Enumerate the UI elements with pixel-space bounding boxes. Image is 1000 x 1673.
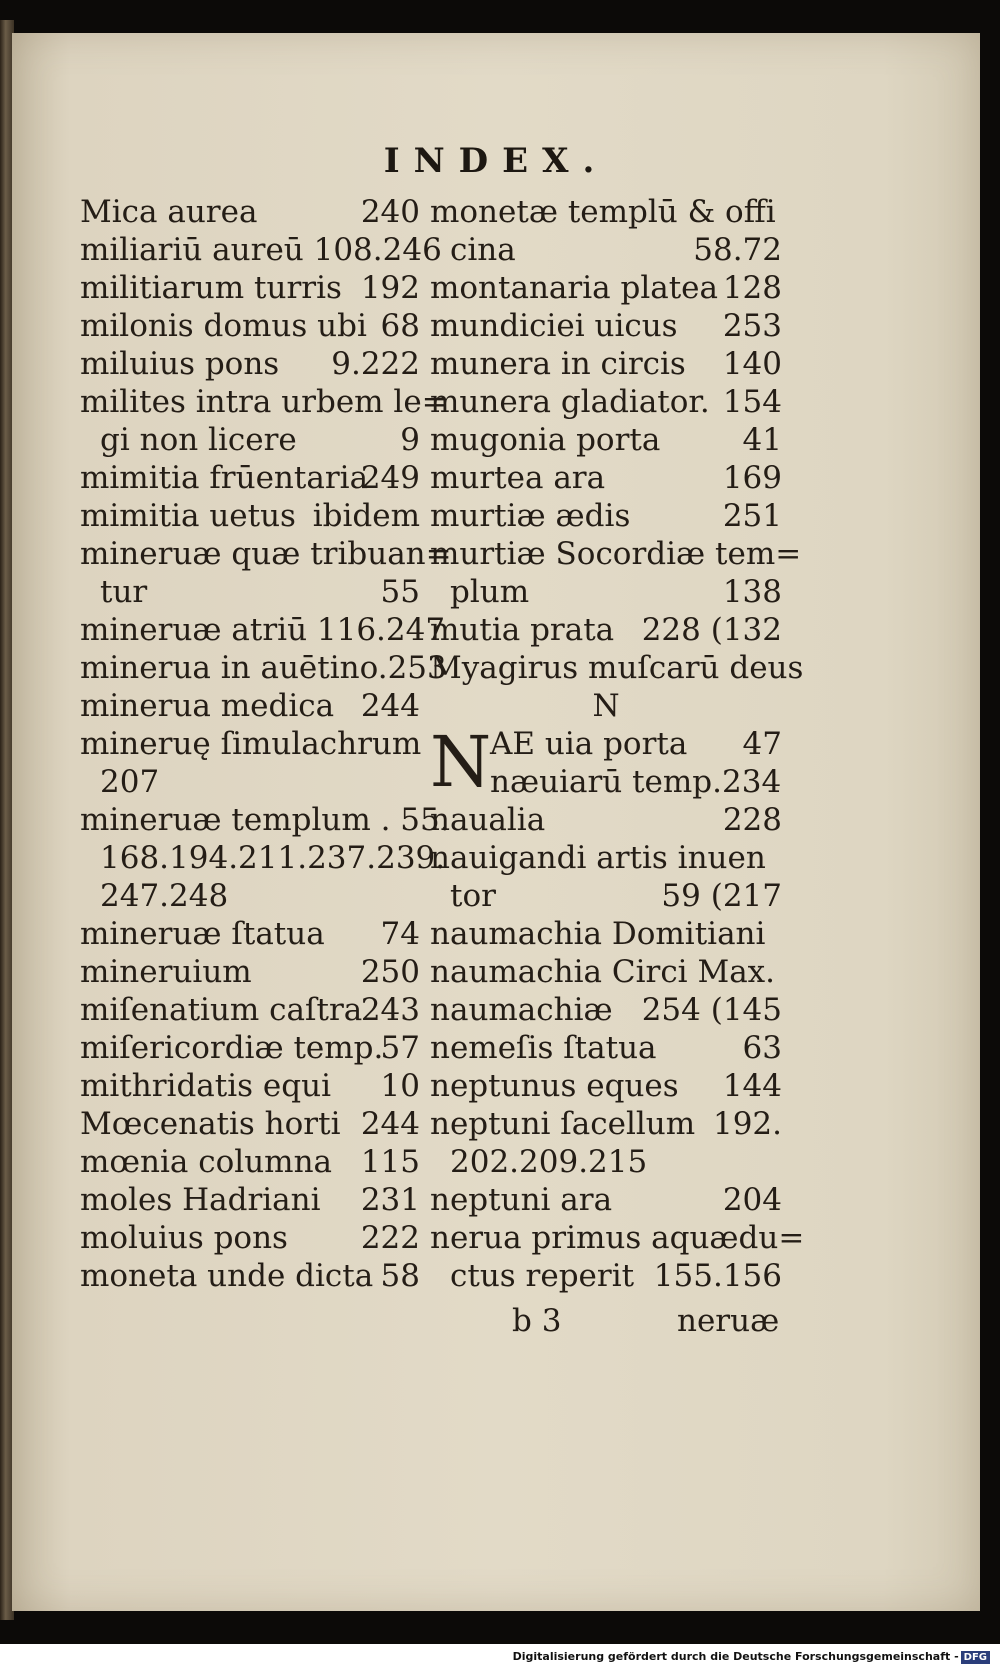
index-column-right [430,193,805,1295]
index-entry [430,231,782,269]
index-entry [430,269,782,307]
entry-term: mineruæ quæ tribuan= [80,536,452,572]
entry-page-ref: 228 (132 [641,612,782,648]
entry-term: miliariū aureū 108.246 [80,232,442,268]
entry-page-ref: 41 [742,422,782,458]
entry-page-ref: 169 [722,460,782,496]
entry-page-ref: 10 [380,1068,420,1104]
entry-term: nauigandi artis inuen [430,840,766,876]
entry-term: naumachia Circi Max. [430,954,776,990]
index-entry [430,497,782,535]
entry-term: naumachia Domitiani [430,916,766,952]
entry-page-ref: 115 [360,1144,420,1180]
entry-page-ref: 63 [742,1030,782,1066]
dfg-logo: DFG [961,1651,990,1664]
index-entry [430,1105,782,1143]
entry-term: monetæ templū & offi [430,194,776,230]
entry-page-ref: 128 [722,270,782,306]
page-header: INDEX. [383,141,609,181]
entry-term: moneta unde dicta [80,1258,374,1294]
entry-term: Mica aurea [80,194,258,230]
index-entry [80,763,420,801]
entry-page-ref: 249 [360,460,420,496]
book-page [12,33,980,1611]
entry-page-ref: 204 [722,1182,782,1218]
index-entry [430,1143,782,1181]
entry-term: milonis domus ubi [80,308,367,344]
entry-term: nemeſis ſtatua [430,1030,657,1066]
entry-page-ref: 59 (217 [661,878,782,914]
entry-term: 168.194.211.237.239. [100,840,446,876]
entry-term: tur [100,574,148,610]
index-entry [80,953,420,991]
entry-term: mundiciei uicus [430,308,678,344]
index-entry [430,611,782,649]
drop-capital: N [430,721,492,803]
entry-page-ref: 47 [742,726,782,762]
signature-mark: b 3 [512,1303,562,1339]
index-entry [430,345,782,383]
index-entry [80,1105,420,1143]
index-entry [430,915,782,953]
index-entry [430,535,802,573]
entry-page-ref: 9 [400,422,420,458]
index-entry [430,953,782,991]
entry-term: mutia prata [430,612,615,648]
entry-page-ref: ibidem [312,498,420,534]
index-entry [430,1029,782,1067]
entry-term: nerua primus aquædu= [430,1220,805,1256]
entry-term: Mœcenatis horti [80,1106,341,1142]
index-entry [80,877,420,915]
index-entry [430,1181,782,1219]
entry-page-ref: 155.156 [653,1258,782,1294]
entry-page-ref: 244 [360,1106,420,1142]
index-entry [80,611,446,649]
index-entry [430,649,804,687]
entry-term: neptuni ara [430,1182,613,1218]
entry-term: mineruę ſimulachrum [80,726,422,762]
entry-page-ref: 68 [380,308,420,344]
index-entry [430,991,782,1029]
footer-bar [0,1644,1000,1673]
index-entry [430,307,782,345]
index-entry [430,763,782,801]
index-entry [80,687,420,725]
entry-term: minerua in auētino.253 [80,650,447,686]
entry-page-ref: 222 [360,1220,420,1256]
entry-term: naumachiæ [430,992,613,1028]
index-entry [80,535,452,573]
entry-term: neptunus eques [430,1068,679,1104]
index-entry [80,1029,420,1067]
entry-term: naualia [430,802,546,838]
entry-term: militiarum turris [80,270,342,306]
entry-page-ref: 9.222 [331,346,420,382]
catchword: neruæ [677,1303,780,1339]
entry-term: mimitia frūentaria [80,460,369,496]
index-entry [80,1067,420,1105]
entry-term: minerua medica [80,688,335,724]
index-entry [80,801,450,839]
index-entry [430,1067,782,1105]
entry-term: murtiæ ædis [430,498,631,534]
index-entry [80,459,420,497]
index-entry [430,459,782,497]
entry-term: mineruæ atriū 116.247 [80,612,446,648]
entry-term: mœnia columna [80,1144,333,1180]
entry-page-ref: 240 [360,194,420,230]
entry-term: mineruium [80,954,252,990]
entry-term: mineruæ ſtatua [80,916,325,952]
entry-term: næuiarū temp.234 [490,764,782,800]
index-entry [80,383,448,421]
entry-term: munera gladiator. [430,384,710,420]
entry-page-ref: 253 [722,308,782,344]
entry-term: neptuni ſacellum [430,1106,696,1142]
entry-term: gi non licere [100,422,297,458]
entry-term: miluius pons [80,346,280,382]
index-entry [430,193,782,231]
index-entry [80,231,442,269]
entry-term: mimitia uetus [80,498,296,534]
entry-page-ref: 57 [380,1030,420,1066]
index-entry [430,687,782,725]
index-entry [430,1257,782,1295]
index-column-left [80,193,452,1295]
index-entry [80,725,420,763]
entry-term: miſenatium caſtra [80,992,363,1028]
index-entry [430,877,782,915]
entry-page-ref: 58.72 [693,232,782,268]
index-entry [430,421,782,459]
index-entry [80,1143,420,1181]
index-entry [80,1257,420,1295]
entry-page-ref: 243 [360,992,420,1028]
entry-page-ref: 74 [380,916,420,952]
entry-term: 247.248 [100,878,229,914]
entry-term: AE uia porta [490,726,688,762]
index-entry [80,649,447,687]
index-entry [80,421,420,459]
entry-term: mithridatis equi [80,1068,331,1104]
entry-page-ref: 140 [722,346,782,382]
entry-page-ref: 58 [380,1258,420,1294]
entry-term: 207 [100,764,160,800]
entry-term: mugonia porta [430,422,661,458]
index-entry [430,801,782,839]
index-entry [80,497,420,535]
entry-term: 202.209.215 [450,1144,648,1180]
entry-term: murtiæ Socordiæ tem= [430,536,802,572]
index-entry [430,1219,805,1257]
entry-term: plum [450,574,530,610]
index-entry [80,573,420,611]
index-entry [80,269,420,307]
entry-term: tor [450,878,496,914]
entry-page-ref: 55 [380,574,420,610]
entry-term: montanaria platea [430,270,719,306]
entry-page-ref: 250 [360,954,420,990]
entry-page-ref: 192. [712,1106,782,1142]
index-entry [80,307,420,345]
index-entry [80,915,420,953]
entry-term: cina [450,232,516,268]
index-entry [80,991,420,1029]
entry-term: moluius pons [80,1220,288,1256]
index-entry [80,193,420,231]
entry-term: Myagirus muſcarū deus [430,650,804,686]
entry-page-ref: 228 [722,802,782,838]
index-entry [80,345,420,383]
entry-page-ref: 192 [360,270,420,306]
entry-term: murtea ara [430,460,606,496]
entry-page-ref: 144 [722,1068,782,1104]
entry-term: mineruæ templum . 55. [80,802,450,838]
entry-term: milites intra urbem le= [80,384,448,420]
entry-page-ref: 138 [722,574,782,610]
entry-term: ctus reperit [450,1258,635,1294]
footer-credit [513,1650,990,1664]
index-entry [80,839,446,877]
entry-term: moles Hadriani [80,1182,321,1218]
index-entry [80,1219,420,1257]
entry-page-ref: 154 [722,384,782,420]
entry-term: miſericordiæ temp. [80,1030,384,1066]
entry-page-ref: 244 [360,688,420,724]
entry-term: N [592,688,620,724]
index-entry [430,573,782,611]
entry-page-ref: 231 [360,1182,420,1218]
footer-credit-text: Digitalisierung gefördert durch die Deutsche Forschungsgemeinschaft - [512,1650,959,1663]
entry-page-ref: 254 (145 [641,992,782,1028]
index-entry [80,1181,420,1219]
entry-term: munera in circis [430,346,686,382]
entry-page-ref: 251 [722,498,782,534]
index-entry [430,383,782,421]
index-entry [430,839,782,877]
